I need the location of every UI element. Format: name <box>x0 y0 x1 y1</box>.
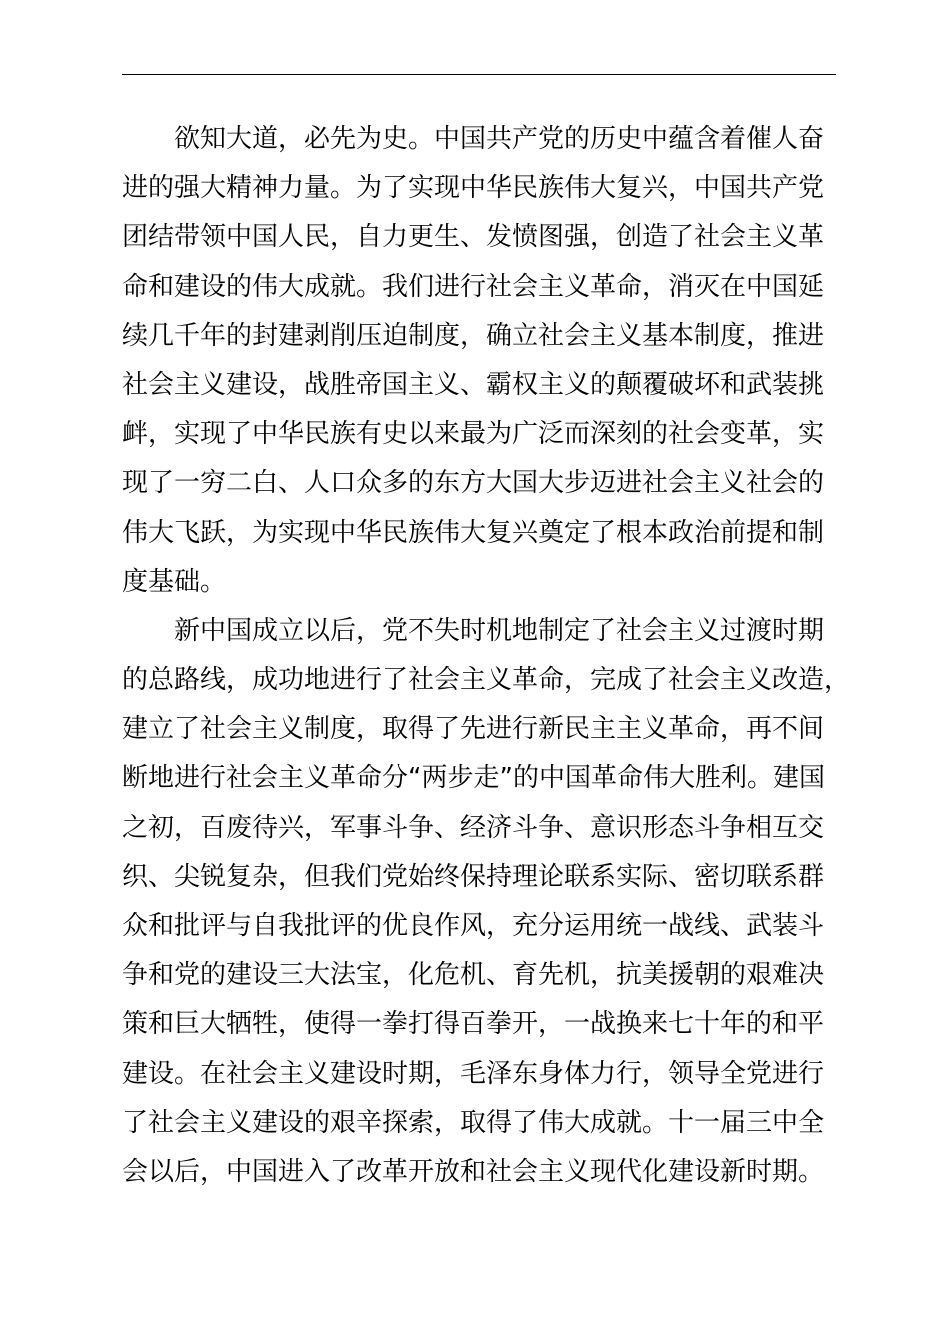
header-rule <box>122 74 836 75</box>
body-text <box>122 115 866 1197</box>
paragraph-line: 织、尖锐复杂，但我们党始终保持理论联系实际、密切联系群 <box>122 861 825 892</box>
paragraph-line: 争和党的建设三大法宝，化危机、育先机，抗美援朝的艰难决 <box>122 960 825 991</box>
paragraph-line: 的总路线，成功地进行了社会主义革命，完成了社会主义改造， <box>122 665 851 696</box>
paragraph-line: 进的强大精神力量。为了实现中华民族伟大复兴，中国共产党 <box>122 173 825 204</box>
paragraph-line: 断地进行社会主义革命分“两步走”的中国革命伟大胜利。建国 <box>122 763 825 794</box>
paragraph-line: 策和巨大牺牲，使得一拳打得百拳开，一战换来七十年的和平 <box>122 1009 825 1040</box>
paragraph-2 <box>122 607 866 1197</box>
paragraph-line: 续几千年的封建剥削压迫制度，确立社会主义基本制度，推进 <box>122 320 825 351</box>
paragraph-line: 现了一穷二白、人口众多的东方大国大步迈进社会主义社会的 <box>122 468 825 499</box>
paragraph-line: 了社会主义建设的艰辛探索，取得了伟大成就。十一届三中全 <box>122 1107 825 1138</box>
paragraph-line: 会以后，中国进入了改革开放和社会主义现代化建设新时期。 <box>122 1156 825 1187</box>
paragraph-line: 伟大飞跃，为实现中华民族伟大复兴奠定了根本政治前提和制 <box>122 517 825 548</box>
paragraph-line: 建立了社会主义制度，取得了先进行新民主主义革命，再不间 <box>122 714 825 745</box>
paragraph-line: 建设。在社会主义建设时期，毛泽东身体力行，领导全党进行 <box>122 1058 825 1089</box>
paragraph-line: 新中国成立以后，党不失时机地制定了社会主义过渡时期 <box>174 615 825 646</box>
paragraph-line: 社会主义建设，战胜帝国主义、霸权主义的颠覆破坏和武装挑 <box>122 369 825 400</box>
paragraph-line: 命和建设的伟大成就。我们进行社会主义革命，消灭在中国延 <box>122 271 825 302</box>
paragraph-line: 众和批评与自我批评的优良作风，充分运用统一战线、武装斗 <box>122 911 825 941</box>
paragraph-line: 衅，实现了中华民族有史以来最为广泛而深刻的社会变革，实 <box>122 419 825 450</box>
paragraph-line: 之初，百废待兴，军事斗争、经济斗争、意识形态斗争相互交 <box>122 812 825 843</box>
paragraph-1 <box>122 115 866 607</box>
paragraph-line: 度基础。 <box>122 566 227 597</box>
paragraph-line: 团结带领中国人民，自力更生、发愤图强，创造了社会主义革 <box>122 222 825 253</box>
paragraph-line: 欲知大道，必先为史。中国共产党的历史中蕴含着催人奋 <box>174 124 825 154</box>
